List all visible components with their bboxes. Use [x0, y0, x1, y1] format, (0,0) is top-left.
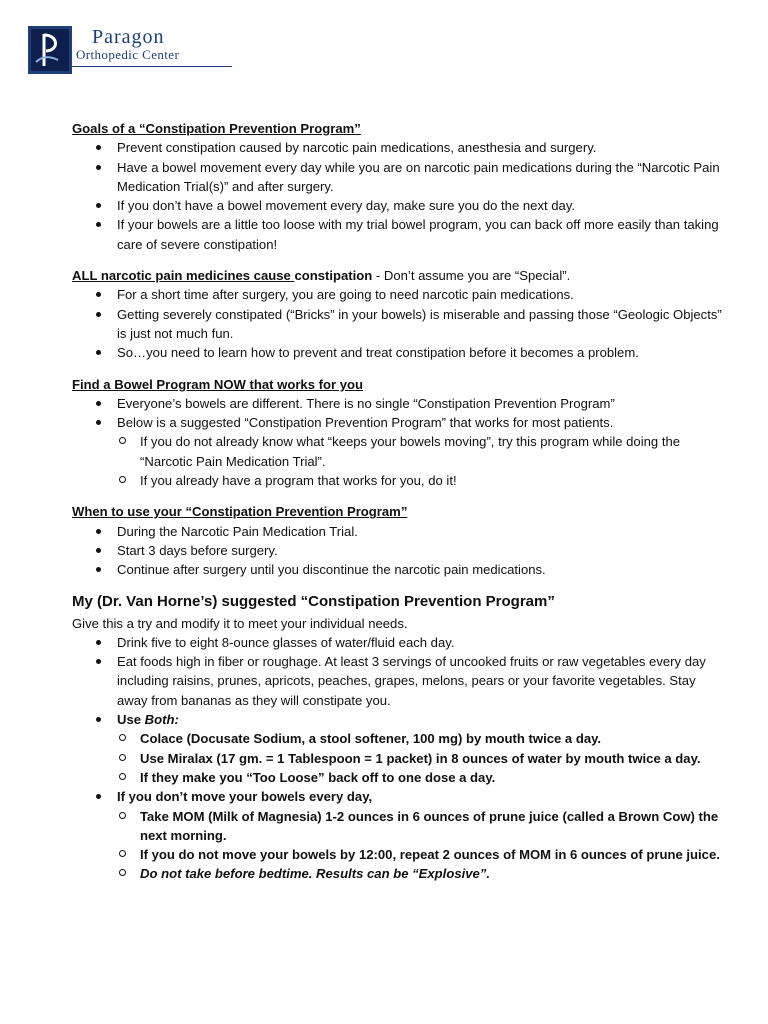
- list-item: Eat foods high in fiber or roughage. At least 3 servings of uncooked fruits or raw vegetables every day including raisins, prunes, apricots, peaches, grapes, melons, pears or your favorite vegetables. Stay away from bananas as they will constipate you.: [117, 652, 722, 710]
- no-move-sublist: [117, 807, 722, 884]
- list-item: Getting severely constipated (“Bricks” in your bowels) is miserable and passing those “Geologic Objects” is just not much fun.: [117, 305, 722, 344]
- logo-subtitle: Orthopedic Center: [76, 47, 180, 62]
- list-item: Prevent constipation caused by narcotic pain medications, anesthesia and surgery.: [117, 138, 722, 157]
- goals-section: [72, 119, 722, 254]
- find-program-list: [72, 394, 722, 490]
- list-item: During the Narcotic Pain Medication Trial.: [117, 522, 722, 541]
- logo-rule: [72, 66, 232, 67]
- list-item: Start 3 days before surgery.: [117, 541, 722, 560]
- sub-list-item: If you do not move your bowels by 12:00, repeat 2 ounces of MOM in 6 ounces of prune juice.: [140, 845, 722, 864]
- find-program-sublist: [117, 432, 722, 490]
- logo-name: Paragon: [92, 26, 165, 48]
- sub-list-item: If they make you “Too Loose” back off to one dose a day.: [140, 768, 722, 787]
- list-item: Use Both: Colace (Docusate Sodium, a stool softener, 100 mg) by mouth twice a day. Use Miralax (17 gm. = 1 Tablespoon = 1 packet) in 8 ounces of water by mouth twice a day. If they make you “Too Loose” back off to one dose a day.: [117, 710, 722, 787]
- find-program-heading: Find a Bowel Program NOW that works for you: [72, 376, 363, 392]
- paragon-logo: [28, 26, 208, 76]
- list-item: If you don’t move your bowels every day, Take MOM (Milk of Magnesia) 1-2 ounces in 6 ounces of prune juice (called a Brown Cow) the next morning. If you do not move your bowels by 12:00, repeat 2 ounces of MOM in 6 ounces of prune juice. Do not take before bedtime. Results can be “Explosive”.: [117, 787, 722, 883]
- list-item: Drink five to eight 8-ounce glasses of water/fluid each day.: [117, 633, 722, 652]
- when-to-use-heading: When to use your “Constipation Prevention Program”: [72, 504, 408, 520]
- find-program-section: [72, 375, 722, 491]
- list-item: Continue after surgery until you discontinue the narcotic pain medications.: [117, 560, 722, 579]
- sub-list-item: Colace (Docusate Sodium, a stool softener, 100 mg) by mouth twice a day.: [140, 729, 722, 748]
- list-item: Everyone’s bowels are different. There is no single “Constipation Prevention Program”: [117, 394, 722, 413]
- use-both-sublist: [117, 729, 722, 787]
- sub-list-item: If you do not already know what “keeps your bowels moving”, try this program while doing the “Narcotic Pain Medication Trial”.: [140, 432, 722, 471]
- paragon-p-logo-icon: [28, 26, 72, 74]
- sub-list-item-warning: Do not take before bedtime. Results can be “Explosive”.: [140, 864, 722, 883]
- list-item: Have a bowel movement every day while you are on narcotic pain medications during the “Narcotic Pain Medication Trial(s)” and after surgery.: [117, 158, 722, 197]
- sub-list-item: Use Miralax (17 gm. = 1 Tablespoon = 1 packet) in 8 ounces of water by mouth twice a day.: [140, 749, 722, 768]
- list-item: For a short time after surgery, you are going to need narcotic pain medications.: [117, 285, 722, 304]
- suggested-program-heading: My (Dr. Van Horne’s) suggested “Constipation Prevention Program”: [72, 592, 555, 610]
- goals-list: [72, 138, 722, 254]
- list-item: If you don’t have a bowel movement every day, make sure you do the next day.: [117, 196, 722, 215]
- document-body: [72, 119, 722, 884]
- all-narcotic-heading: ALL narcotic pain medicines cause constipation - Don’t assume you are “Special”.: [72, 268, 571, 284]
- when-to-use-list: [72, 522, 722, 580]
- list-item: Below is a suggested “Constipation Prevention Program” that works for most patients. If you do not already know what “keeps your bowels moving”, try this program while doing the “Narcotic Pain Medication Trial”. If you already have a program that works for you, do it!: [117, 413, 722, 490]
- list-item: If your bowels are a little too loose with my trial bowel program, you can back off more easily than taking care of severe constipation!: [117, 215, 722, 254]
- goals-heading: Goals of a “Constipation Prevention Program”: [72, 121, 361, 136]
- suggested-program-section: [72, 592, 722, 884]
- when-to-use-section: [72, 502, 722, 579]
- all-narcotic-section: [72, 266, 722, 362]
- sub-list-item: If you already have a program that works for you, do it!: [140, 471, 722, 490]
- suggested-list: [72, 633, 722, 884]
- list-item: So…you need to learn how to prevent and treat constipation before it becomes a problem.: [117, 343, 722, 362]
- suggested-intro: Give this a try and modify it to meet your individual needs.: [72, 615, 408, 631]
- all-narcotic-list: [72, 285, 722, 362]
- sub-list-item: Take MOM (Milk of Magnesia) 1-2 ounces in 6 ounces of prune juice (called a Brown Cow) the next morning.: [140, 807, 722, 846]
